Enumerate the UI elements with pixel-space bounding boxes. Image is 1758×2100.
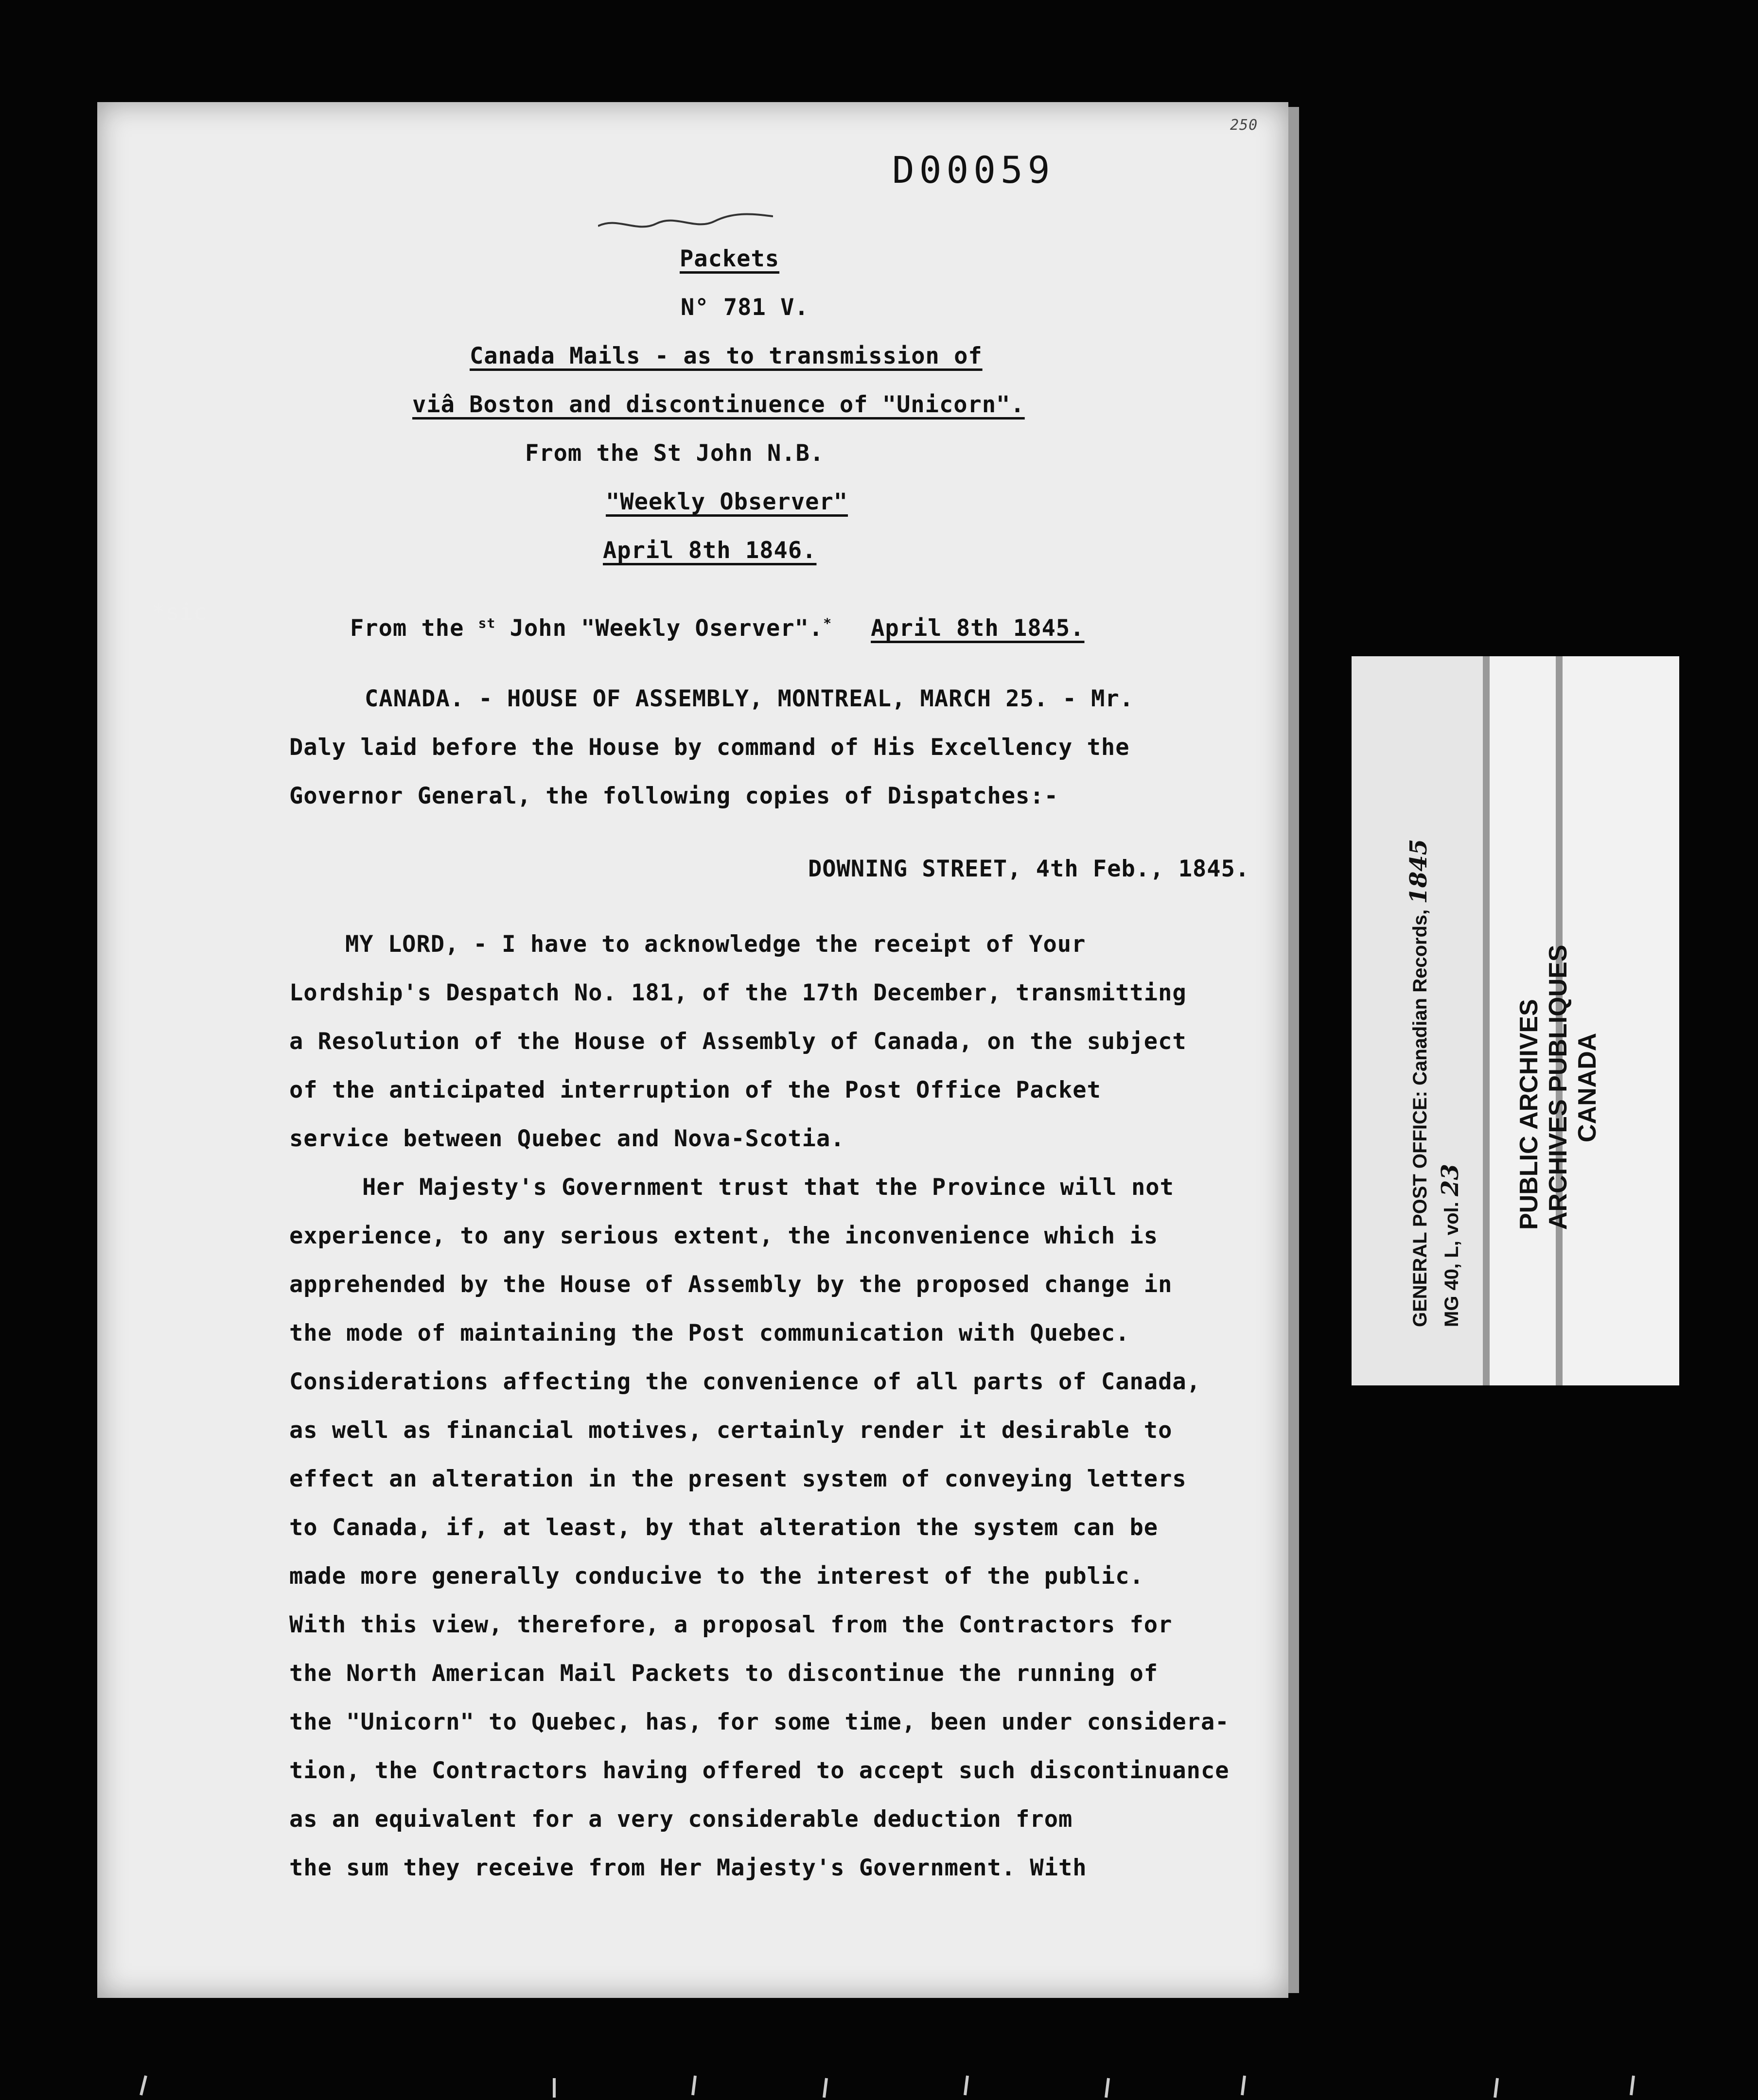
body-line-17: to Canada, if, at least, by that alteration the system can be <box>289 1514 1159 1541</box>
label-line-2 <box>1437 1164 1464 1327</box>
heading-number: N° 781 V. <box>681 294 809 321</box>
heading-subject-1: Canada Mails - as to transmission of <box>470 343 983 369</box>
dateline: DOWNING STREET, 4th Feb., 1845. <box>808 856 1250 882</box>
body-line-10: Her Majesty's Government trust that the Province will not <box>362 1174 1174 1201</box>
heading-subject-2: viâ Boston and discontinuence of "Unicorn". <box>412 391 1025 418</box>
source-date: April 8th 1845. <box>871 615 1085 642</box>
body-line-14: Considerations affecting the convenience of all parts of Canada, <box>289 1368 1201 1395</box>
body-line-12: apprehended by the House of Assembly by the proposed change in <box>289 1271 1173 1298</box>
document-page <box>97 102 1288 1998</box>
source-st: st <box>478 615 496 631</box>
label-volume-handwritten: 23 <box>1437 1164 1464 1197</box>
body-line-6: Lordship's Despatch No. 181, of the 17th December, transmitting <box>289 980 1187 1006</box>
heading-packets: Packets <box>680 245 780 272</box>
label-volume: MG 40, L, vol. <box>1441 1196 1462 1327</box>
film-marks <box>0 2071 1758 2100</box>
margin-note-sic: *sic <box>152 599 208 625</box>
body-line-8: of the anticipated interruption of the Post Office Packet <box>289 1077 1101 1103</box>
stamp-line-2: ARCHIVES PUBLIQUES <box>1544 945 1572 1230</box>
body-line-24: the sum they receive from Her Majesty's Government. With <box>289 1855 1087 1881</box>
body-line-3: Governor General, the following copies of Dispatches:- <box>289 783 1059 809</box>
source-line <box>350 615 1085 642</box>
body-line-16: effect an alteration in the present system of conveying letters <box>289 1466 1187 1492</box>
heading-from: From the St John N.B. <box>525 440 825 467</box>
body-line-20: the North American Mail Packets to discontinue the running of <box>289 1660 1159 1687</box>
body-line-21: the "Unicorn" to Quebec, has, for some time, been under considera- <box>289 1709 1230 1735</box>
body-line-11: experience, to any serious extent, the inconvenience which is <box>289 1223 1159 1249</box>
body-line-2: Daly laid before the House by command of His Excellency the <box>289 734 1130 761</box>
page-edge <box>1288 107 1299 1993</box>
body-line-23: as an equivalent for a very considerable deduction from <box>289 1806 1073 1833</box>
body-line-1: CANADA. - HOUSE OF ASSEMBLY, MONTREAL, MARCH 25. - Mr. <box>365 685 1134 712</box>
stamp-line-3: CANADA <box>1573 1032 1601 1142</box>
heading-newspaper: "Weekly Observer" <box>606 489 848 515</box>
body-line-22: tion, the Contractors having offered to accept such discontinuance <box>289 1757 1230 1784</box>
body-line-5: MY LORD, - I have to acknowledge the receipt of Your <box>345 931 1086 958</box>
body-line-19: With this view, therefore, a proposal from the Contractors for <box>289 1611 1173 1638</box>
body-line-7: a Resolution of the House of Assembly of Canada, on the subject <box>289 1028 1187 1055</box>
body-line-18: made more generally conducive to the interest of the public. <box>289 1563 1144 1590</box>
body-line-15: as well as financial motives, certainly render it desirable to <box>289 1417 1173 1444</box>
heading-date: April 8th 1846. <box>603 537 817 564</box>
source-prefix: From the <box>350 615 478 642</box>
label-strip-right <box>1556 656 1679 1385</box>
archive-label <box>1352 656 1663 1385</box>
label-year-handwritten: 1845 <box>1405 839 1432 904</box>
stamp-line-1: PUBLIC ARCHIVES <box>1515 999 1543 1230</box>
body-line-13: the mode of maintaining the Post communication with Quebec. <box>289 1320 1130 1347</box>
source-star: * <box>823 615 832 631</box>
source-middle: John "Weekly Oserver". <box>495 615 824 642</box>
squiggle-mark <box>598 207 773 241</box>
document-number: D00059 <box>892 148 1055 192</box>
body-line-9: service between Quebec and Nova-Scotia. <box>289 1125 845 1152</box>
corner-page-number: 250 <box>1230 117 1258 134</box>
label-collection: GENERAL POST OFFICE: Canadian Records, <box>1409 904 1431 1327</box>
label-line-1 <box>1405 839 1432 1327</box>
